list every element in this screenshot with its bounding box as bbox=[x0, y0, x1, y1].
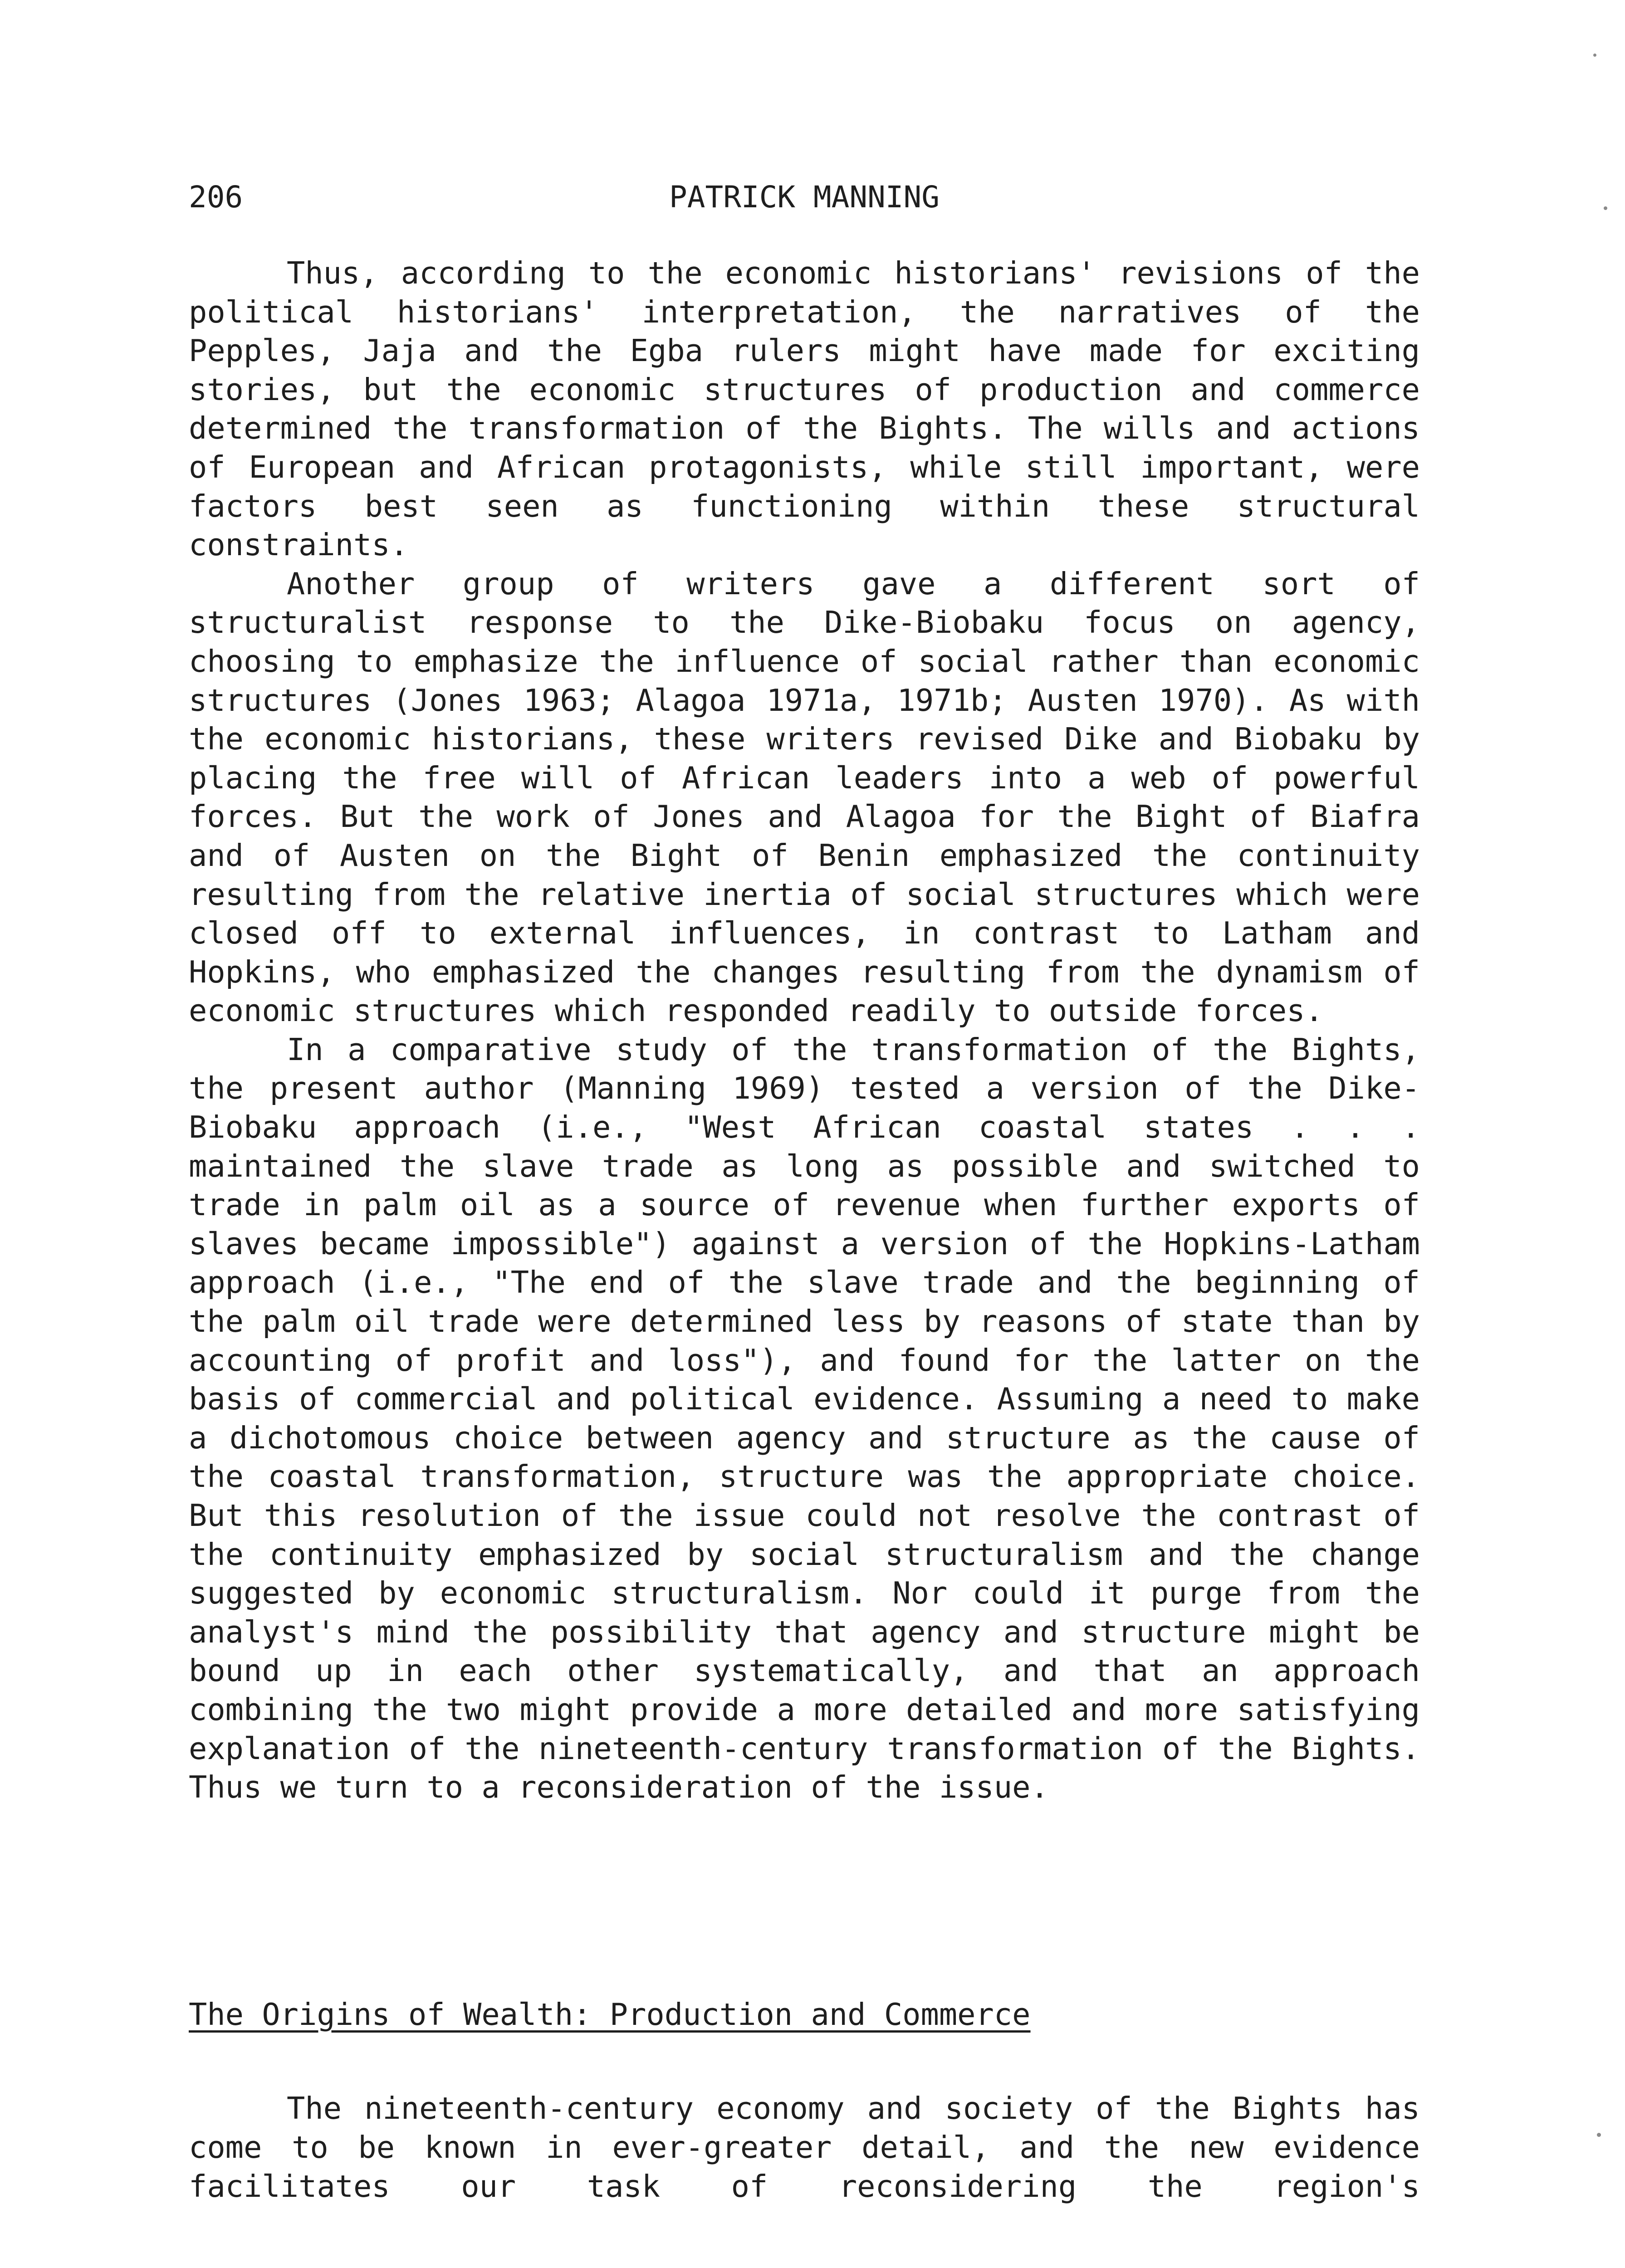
paragraph-comparative-study: In a comparative study of the transformation of the Bights, the present author (Manning 1969) tested a version of the Dike-Biobaku approach (i.e., "West African coastal states . . . maintained the slave trade as long as possible and switched to trade in palm oil as a source of revenue when further exports of slaves became impossible") against a version of the Hopkins-Latham approach (i.e., "The end of the slave trade and the beginning of the palm oil trade were determined less by reasons of state than by accounting of profit and loss"), and found for the latter on the basis of commercial and political evidence. Assuming a need to make a dichotomous choice between agency and structure as the cause of the coastal transformation, structure was the appropriate choice. But this resolution of the issue could not resolve the contrast of the continuity emphasized by social structuralism and the change suggested by economic structuralism. Nor could it purge from the analyst's mind the possibility that agency and structure might be bound up in each other systematically, and that an approach combining the two might provide a more detailed and more satisfying explanation of the nineteenth-century transformation of the Bights. Thus we turn to a reconsideration of the issue. bbox=[189, 1031, 1420, 1805]
body-text bbox=[189, 254, 1420, 1807]
running-head bbox=[189, 175, 1420, 220]
section-heading: The Origins of Wealth: Production and Commerce bbox=[189, 1997, 1031, 2032]
scan-speck bbox=[1593, 54, 1596, 57]
running-head-author: PATRICK MANNING bbox=[669, 180, 940, 215]
paragraph-social-structures: Another group of writers gave a different sort of structuralist response to the Dike-Biobaku focus on agency, choosing to emphasize the influence of social rather than economic structures (Jones 1963; Alagoa 1971a, 1971b; Austen 1970). As with the economic historians, these writers revised Dike and Biobaku by placing the free will of African leaders into a web of powerful forces. But the work of Jones and Alagoa for the Bight of Biafra and of Austen on the Bight of Benin emphasized the continuity resulting from the relative inertia of social structures which were closed off to external influences, in contrast to Latham and Hopkins, who emphasized the changes resulting from the dynamism of economic structures which responded readily to outside forces. bbox=[189, 566, 1420, 1029]
scan-speck bbox=[1597, 2133, 1601, 2137]
section-body-text bbox=[189, 2089, 1420, 2206]
page-number: 206 bbox=[189, 180, 243, 215]
scan-speck bbox=[1604, 206, 1607, 210]
paragraph-nineteenth-century-economy: The nineteenth-century economy and society of the Bights has come to be known in ever-greater detail, and the new evidence facilitates our task of reconsidering the region's bbox=[189, 2091, 1420, 2204]
paragraph-economic-historians: Thus, according to the economic historians' revisions of the political historians' interpretation, the narratives of the Pepples, Jaja and the Egba rulers might have made for exciting stories, but the economic structures of production and commerce determined the transformation of the Bights. The wills and actions of European and African protagonists, while still important, were factors best seen as functioning within these structural constraints. bbox=[189, 255, 1420, 563]
